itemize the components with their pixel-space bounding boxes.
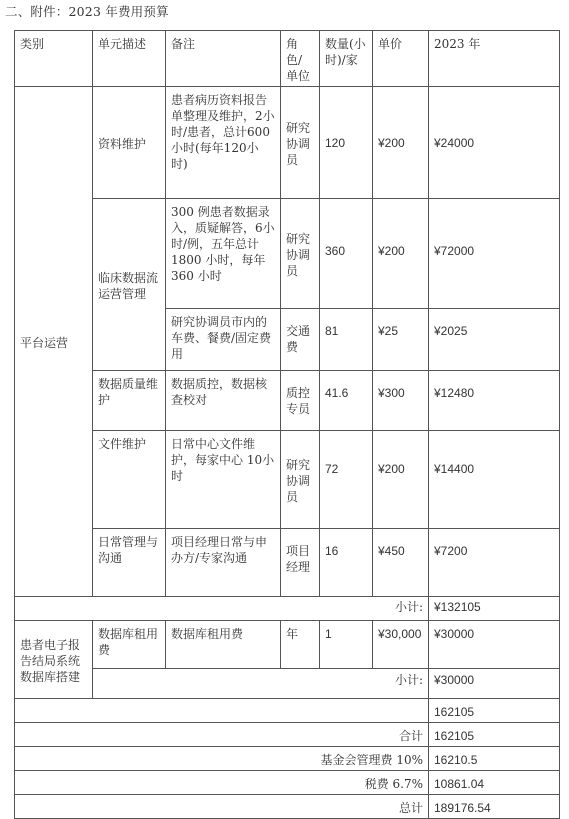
unit-price-cell: ¥25 [373,309,429,371]
quantity-cell: 41.6 [320,371,373,431]
summary-row [15,723,560,747]
note-cell: 患者病历资料报告单整理及维护，2小时/患者，总计600 小时(每年120小时) [166,87,281,199]
quantity-cell: 120 [320,87,373,199]
total-cell: ¥72000 [429,199,560,309]
quantity-cell: 1 [320,621,373,669]
role-cell: 交通费 [281,309,320,371]
unit-description-cell: 资料维护 [93,87,166,199]
note-cell: 研究协调员市内的车费、餐费/固定费用 [166,309,281,371]
note-cell: 日常中心文件维护，每家中心 10小时 [166,431,281,529]
summary-row [15,771,560,795]
role-cell: 项目经理 [281,529,320,597]
summary-value: 189176.54 [429,795,560,819]
unit-description-cell: 文件维护 [93,431,166,529]
role-cell: 研究协调员 [281,431,320,529]
quantity-cell: 72 [320,431,373,529]
table-row [15,431,560,529]
header-category: 类别 [15,31,93,87]
unit-description-cell: 日常管理与沟通 [93,529,166,597]
unit-price-cell: ¥450 [373,529,429,597]
summary-label: 总计 [15,795,429,819]
note-cell: 数据质控，数据核查校对 [166,371,281,431]
summary-label: 基金会管理费 10% [15,747,429,771]
total-cell: ¥12480 [429,371,560,431]
total-cell: ¥24000 [429,87,560,199]
subtotal-value: ¥30000 [429,669,560,699]
role-cell: 研究协调员 [281,199,320,309]
header-year-2023: 2023 年 [429,31,560,87]
header-row [15,31,560,87]
category-cell: 平台运营 [15,87,93,597]
header-role-unit: 角色/单位 [281,31,320,87]
role-cell: 研究协调员 [281,87,320,199]
quantity-cell: 360 [320,199,373,309]
unit-price-cell: ¥300 [373,371,429,431]
subtotal-label: 小计: [15,597,429,621]
category-cell: 患者电子报告结局系统数据库搭建 [15,621,93,699]
unit-price-cell: ¥200 [373,199,429,309]
header-unit-description: 单元描述 [93,31,166,87]
role-cell: 质控专员 [281,371,320,431]
summary-value: 162105 [429,699,560,723]
budget-table [14,30,560,819]
table-row [15,529,560,597]
total-cell: ¥7200 [429,529,560,597]
unit-description-cell: 数据库租用费 [93,621,166,669]
quantity-cell: 81 [320,309,373,371]
header-quantity: 数量(小时)/家 [320,31,373,87]
total-cell: ¥30000 [429,621,560,669]
table-row [15,621,560,669]
table-row [15,371,560,431]
header-unit-price: 单价 [373,31,429,87]
page-heading: 二、附件：2023 年费用预算 [5,4,169,19]
role-cell: 年 [281,621,320,669]
table-row [15,199,560,309]
summary-label: 税费 6.7% [15,771,429,795]
header-note: 备注 [166,31,281,87]
note-cell: 300 例患者数据录入，质疑解答，6小时/例，五年总计1800 小时，每年360 小时 [166,199,281,309]
total-cell: ¥14400 [429,431,560,529]
summary-row [15,795,560,819]
unit-description-cell: 临床数据流运营管理 [93,199,166,371]
subtotal-row [15,597,560,621]
summary-label [15,699,429,723]
unit-price-cell: ¥200 [373,431,429,529]
note-cell: 数据库租用费 [166,621,281,669]
table-row [15,87,560,199]
unit-description-cell: 数据质量维护 [93,371,166,431]
summary-value: 162105 [429,723,560,747]
summary-label: 合计 [15,723,429,747]
unit-price-cell: ¥200 [373,87,429,199]
note-cell: 项目经理日常与申办方/专家沟通 [166,529,281,597]
summary-row [15,747,560,771]
quantity-cell: 16 [320,529,373,597]
summary-row [15,699,560,723]
unit-price-cell: ¥30,000 [373,621,429,669]
summary-value: 16210.5 [429,747,560,771]
total-cell: ¥2025 [429,309,560,371]
subtotal-label: 小计: [93,669,429,699]
subtotal-row [15,669,560,699]
summary-value: 10861.04 [429,771,560,795]
subtotal-value: ¥132105 [429,597,560,621]
